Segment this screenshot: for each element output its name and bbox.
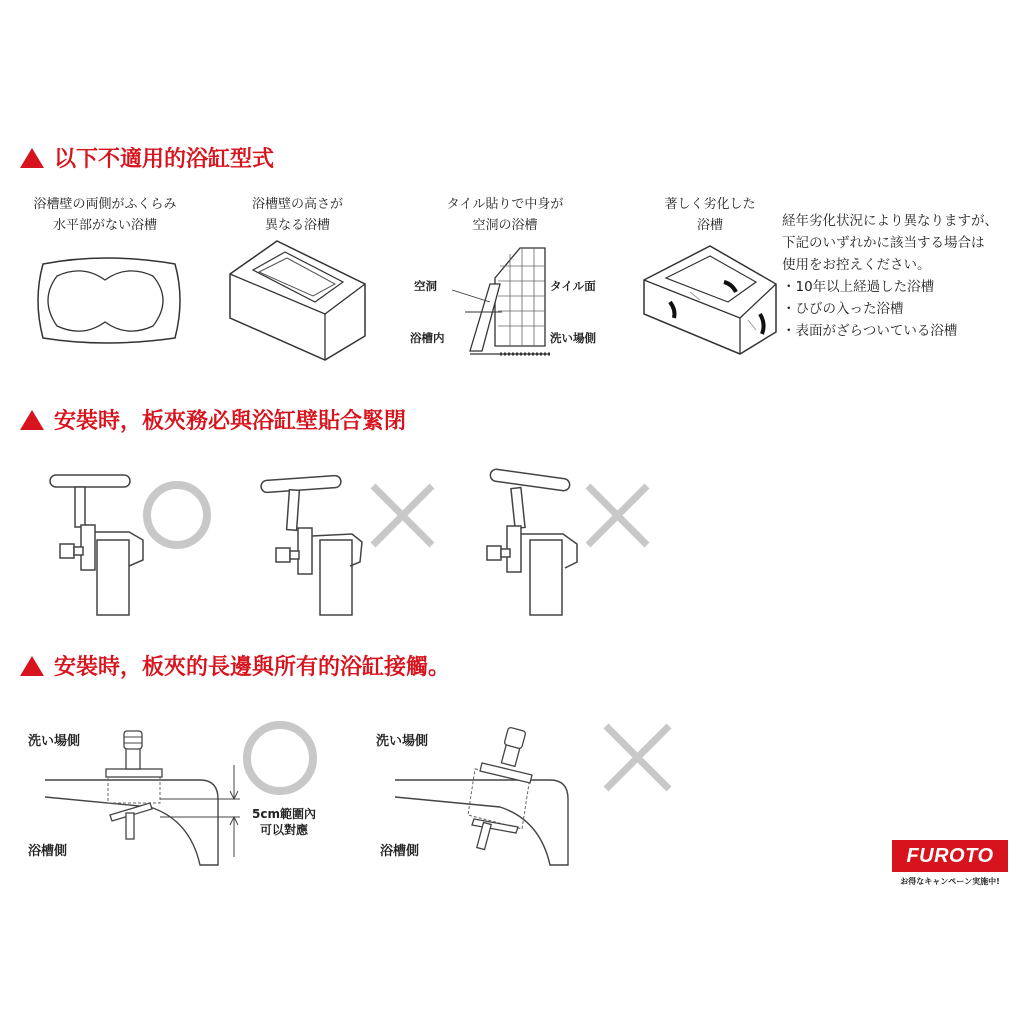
ng-cross-icon [600, 720, 675, 795]
ng-cross-icon [365, 478, 440, 553]
caption-line: 浴槽 [696, 218, 723, 233]
note-list [782, 276, 998, 342]
caption-line: 浴槽壁の高さが [251, 197, 343, 212]
caption-deteriorated-tub [640, 194, 780, 236]
section-heading-clamp-fit [20, 404, 406, 435]
caption-line: 浴槽壁の両側がふくらみ [33, 197, 177, 212]
section-heading-unsuitable [20, 142, 274, 173]
caption-line: 異なる浴槽 [264, 218, 330, 233]
section-title: 安裝時，板夾務必與浴缸壁貼合緊閉 [54, 409, 407, 434]
label-tile-face: タイル面 [550, 279, 596, 293]
ng-cross-icon [580, 478, 655, 553]
warning-triangle-icon [20, 410, 44, 430]
label-wash-side: 洗い場側 [376, 734, 429, 749]
section-heading-long-side [20, 650, 450, 681]
ok-circle-icon [140, 478, 215, 553]
ok-circle-icon [240, 718, 320, 798]
deteriorated-tub-illustration [640, 240, 780, 360]
caption-bulging-tub [20, 194, 190, 236]
label-tub-side: 浴槽側 [380, 844, 420, 859]
caption-tile-tub [420, 194, 590, 236]
note-line: 経年劣化状況により異なりますが、 [782, 213, 998, 229]
label-tub-inside: 浴槽内 [410, 331, 445, 345]
caption-uneven-tub [215, 194, 380, 236]
label-wash-side: 洗い場側 [550, 331, 596, 345]
warning-triangle-icon [20, 656, 44, 676]
note-item: ・ 表面がざらついている浴槽 [782, 320, 998, 342]
caption-line: 空洞の浴槽 [472, 218, 538, 233]
clamp-loose-illustration-2 [485, 470, 595, 615]
note-line: 下記のいずれかに該当する場合は [782, 235, 985, 251]
uneven-tub-illustration [225, 236, 375, 366]
caption-line: 著しく劣化した [664, 197, 756, 212]
deterioration-note [782, 210, 998, 342]
note-item: ・ ひびの入った浴槽 [782, 298, 998, 320]
logo-tagline: お得なキャンペーン実施中! [900, 877, 1000, 886]
range-line: 5cm範圍內 [252, 807, 316, 821]
note-line: 使用をお控えください。 [782, 257, 931, 273]
section-title: 以下不適用的浴缸型式 [54, 147, 275, 172]
label-tub-side: 浴槽側 [28, 844, 68, 859]
clamp-tight-illustration [45, 470, 155, 615]
clamp-loose-illustration-1 [258, 470, 368, 615]
label-hollow: 空洞 [414, 279, 437, 293]
tile-hollow-illustration [410, 236, 610, 366]
note-item: ・ 10年以上経過した浴槽 [782, 276, 998, 298]
furoto-logo: FUROTO [892, 840, 1008, 872]
caption-line: 水平部がない浴槽 [52, 218, 157, 233]
warning-triangle-icon [20, 148, 44, 168]
clamp-contact-incorrect-illustration [390, 725, 580, 870]
bulging-tub-illustration [35, 250, 185, 350]
range-line: 可以對應 [259, 823, 308, 837]
range-note [252, 806, 316, 838]
label-wash-side: 洗い場側 [28, 734, 81, 749]
clamp-contact-correct-illustration [40, 725, 240, 870]
section-title: 安裝時，板夾的長邊與所有的浴缸接觸。 [54, 655, 451, 680]
caption-line: タイル貼りで中身が [446, 197, 564, 212]
